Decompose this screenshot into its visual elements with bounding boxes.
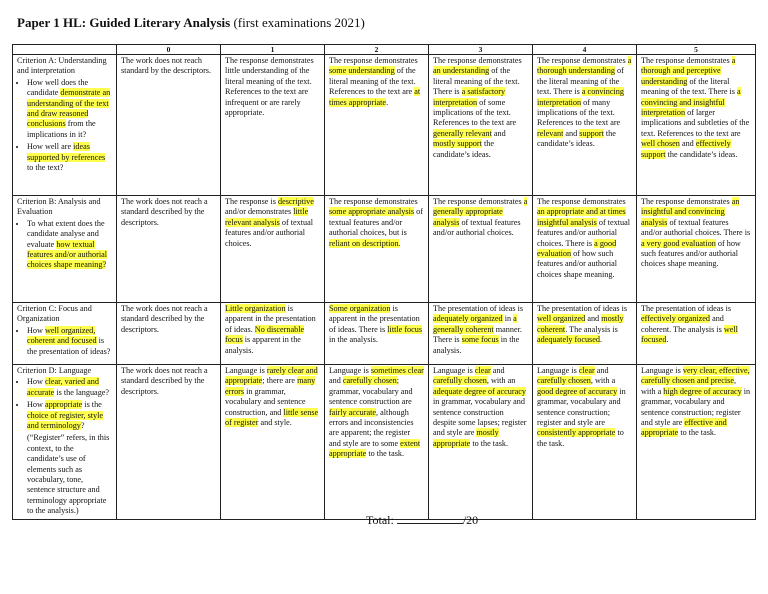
text-run: to the task. [537,428,624,448]
text-run: . [398,238,401,248]
text-run: of how such features and/or authorial choices shape meaning. [537,249,618,279]
text-run: in grammar, vocabulary and sentence construction; register and style are [641,386,751,428]
highlighted-text: adequate degree of accuracy [433,386,526,396]
descriptor-cell [637,196,756,303]
text-run: in the analysis. [329,335,378,345]
text-run: and [490,366,505,375]
highlighted-text: adequately organized [433,314,503,324]
text-run: to the task. [470,438,509,448]
highlighted-text: a thorough understanding [537,56,632,76]
highlighted-text: well chosen [641,139,680,149]
text-run: ? [80,421,85,431]
header-row [13,45,756,55]
highlighted-text: well focused [641,324,738,345]
highlighted-text: many errors [225,376,316,396]
highlighted-text: very clear, effective, carefully chosen and precise [641,366,750,386]
text-run: The response demonstrates [433,56,522,65]
criterion-questions [17,326,112,357]
highlighted-text: some appropriate analysis [329,207,415,217]
descriptor-cell [637,365,756,520]
rubric-table [12,44,756,520]
descriptor-cell [637,55,756,196]
highlighted-text: how textual features and/or authorial choices shape meaning? [27,239,108,270]
text-run: manner. There is [433,324,522,345]
text-run: Language is [433,366,475,375]
highlighted-text: clear [474,366,491,375]
text-run: and [491,128,506,138]
descriptor-cell [429,55,533,196]
highlighted-text: reliant on description [329,238,399,248]
highlighted-text: mostly coherent [537,314,624,334]
criterion-question [27,400,112,431]
text-run: The work does not reach a standard described by the descriptors. [121,366,208,396]
criterion-cell [13,303,117,365]
text-run: The response demonstrates [641,197,732,206]
highlighted-text: an appropriate and at times insightful analysis [537,207,626,227]
highlighted-text: choice of register, style and terminology [27,410,104,431]
text-run: and [679,139,696,149]
descriptor-cell [325,365,429,520]
highlighted-text: a satisfactory interpretation [433,87,506,107]
text-run: of the literal meaning of the text. There is [537,66,624,97]
descriptor-cell [325,55,429,196]
text-run: ; there are [262,376,298,386]
highlighted-text: effectively support [641,139,731,159]
descriptor-cell [221,303,325,365]
text-run: Language is [641,366,683,375]
text-run: the candidate’s ideas. [433,139,494,159]
text-run: How [27,325,45,335]
text-run: The response demonstrates [641,56,732,65]
text-run: to the task. [366,449,405,459]
criterion-row [13,55,756,196]
criterion-question [27,377,112,398]
text-run: of the literal meaning of the text. There is [433,66,520,97]
text-run: The response demonstrates [537,197,626,206]
highlighted-text: well organized, coherent and focused [27,325,97,346]
highlighted-text: generally relevant [433,128,492,138]
text-run: is apparent in the presentation of ideas. [225,304,316,334]
text-run: of textual features and/or authorial choices. There is [537,217,631,248]
text-run: . [666,335,669,345]
text-run: the candidate’s ideas. [537,128,616,149]
criterion-row [13,196,756,303]
text-run: How [27,377,45,387]
highlighted-text: support [579,128,604,138]
highlighted-text: some understanding [329,66,395,76]
text-run: of many implications of the text. References to the text are [537,97,621,128]
criterion-questions [17,78,112,174]
highlighted-text: ideas supported by references [27,142,106,162]
text-run: , although errors and inconsistencies are apparent; the register and style are to some [329,407,414,448]
text-run: and [563,128,580,138]
text-run: Language is [329,366,371,375]
descriptor-cell [533,365,637,520]
text-run: . The analysis is [565,324,618,334]
text-run: , with a [641,376,737,396]
highlighted-text: little focus [387,324,423,334]
highlighted-text: carefully chosen [342,376,397,386]
header-cell [13,45,117,55]
text-run: is the language? [54,387,110,397]
highlighted-text: demonstrate an understanding of the text and draw reasoned conclusions [27,88,111,129]
criterion-question [27,142,112,173]
criterion-cell [13,196,117,303]
text-run: of textual features and/or authorial choices. [433,217,521,238]
highlighted-text: effectively organized [641,314,711,324]
criterion-title: Criterion C: Focus and Organization [17,304,92,324]
descriptor-cell [117,55,221,196]
header-cell: 3 [429,45,533,55]
highlighted-text: adequately focused [537,335,600,345]
criterion-questions [17,219,112,271]
descriptor-cell [637,303,756,365]
text-run: The work does not reach a standard described by the descriptors. [121,304,208,334]
highlighted-text: fairly accurate [329,407,377,417]
descriptor-cell [429,196,533,303]
text-run: The work does not reach standard by the descriptors. [121,56,212,76]
criterion-title: Criterion B: Analysis and Evaluation [17,197,101,217]
highlighted-text: a convincing interpretation [537,87,624,107]
descriptor-cell [117,365,221,520]
text-run: of textual features and/or authorial choices. [225,217,313,248]
text-run: to the task. [678,428,717,438]
descriptor-cell [325,196,429,303]
text-run: in grammar, vocabulary and sentence construction; register and style are [537,386,626,428]
text-run: The presentation of ideas is [641,304,732,313]
descriptor-cell [429,303,533,365]
descriptor-cell [325,303,429,365]
descriptor-cell [117,303,221,365]
criterion-title: Criterion A: Understanding and interpretation [17,56,107,76]
highlighted-text: a thorough and perceptive understanding [641,56,736,86]
highlighted-text: little relevant analysis [225,207,309,227]
highlighted-text: extent appropriate [329,438,421,459]
text-run: is the [82,400,102,410]
highlighted-text: carefully chosen [537,376,591,386]
text-run: How well does the candidate [27,77,89,98]
total-line [366,512,478,528]
highlighted-text: a very good evaluation [641,238,716,248]
text-run: The response demonstrates [433,197,524,206]
text-run: To what extent does the candidate analyse and evaluate [27,218,105,249]
highlighted-text: at times appropriate [329,87,421,107]
title-bold: Paper 1 HL: Guided Literary Analysis [17,15,231,30]
text-run: of textual features and/or authorial choices. There is [641,217,751,238]
total-blank [397,512,463,524]
criterion-row [13,303,756,365]
highlighted-text: a good evaluation [537,238,617,259]
text-run: in the analysis. [433,335,520,355]
text-run: in grammar, vocabulary and sentence construction, and [225,386,306,417]
text-run: The response demonstrates [329,56,418,65]
text-run: and [585,314,602,324]
descriptor-cell [221,55,325,196]
criterion-question [27,219,112,271]
text-run: is the presentation of ideas? [27,336,111,356]
highlighted-text: some focus [461,335,499,345]
text-run: is apparent in the analysis. [225,335,301,355]
highlighted-text: carefully chosen [433,376,487,386]
text-run: The response demonstrates [329,197,418,206]
header-cell: 1 [221,45,325,55]
criterion-cell [13,55,117,196]
highlighted-text: Some organization [329,304,391,313]
text-run: The response is [225,197,278,206]
descriptor-cell [221,196,325,303]
descriptor-cell [429,365,533,520]
highlighted-text: good degree of accuracy [537,386,618,396]
highlighted-text: a generally coherent [433,314,517,334]
highlighted-text: an understanding [433,66,490,76]
text-run: and [329,376,343,386]
text-run: . [599,335,603,345]
header-cell: 2 [325,45,429,55]
criterion-row [13,365,756,520]
total-suffix: /20 [462,513,479,527]
text-run: The response demonstrates [537,56,628,65]
highlighted-text: clear [578,366,595,375]
highlighted-text: consistently appropriate [537,428,616,438]
text-run: The presentation of ideas is [433,304,524,313]
highlighted-text: relevant [537,128,564,138]
text-run: of how such features and/or authorial choices shape meaning. [641,238,741,269]
text-run: and style. [258,418,292,428]
criterion-cell [13,365,117,520]
title-rest: (first examinations 2021) [230,15,365,30]
descriptor-cell [533,55,637,196]
text-run: The work does not reach a standard described by the descriptors. [121,197,208,227]
criterion-question [27,78,112,140]
descriptor-cell [533,196,637,303]
descriptor-cell [221,365,325,520]
highlighted-text: a convincing and insightful interpretation [641,87,741,118]
text-run: of some implications of the text. References to the text are [433,97,517,128]
highlighted-text: descriptive [277,197,314,206]
descriptor-cell [117,196,221,303]
text-run: of the literal meaning of the text. References to the text are [329,66,416,97]
criterion-title: Criterion D: Language [17,366,92,375]
highlighted-text: appropriate [44,400,83,410]
text-run: from the implications in it? [27,119,96,139]
text-run: , with a [590,376,616,386]
highlighted-text: No discernable focus [225,324,305,345]
highlighted-text: a generally appropriate analysis [433,197,528,227]
text-run: the candidate’s ideas. [665,149,738,159]
text-run: in [502,314,514,324]
highlighted-text: little sense of register [225,407,319,428]
text-run: and/or demonstrates [225,207,294,217]
text-run: and coherent. The analysis is [641,314,724,334]
header-cell: 5 [637,45,756,55]
text-run: ; grammar, vocabulary and sentence construction are [329,376,413,407]
highlighted-text: mostly support [433,139,482,149]
total-label: Total: [366,513,394,527]
text-run: Language is [225,366,267,375]
criterion-questions [17,377,112,516]
criterion-note: (“Register” refers, in this context, to the candidate’s use of elements such as vocabulary, tone, sentence structure and terminology appropriate to the analysis.) [27,433,110,516]
text-run: is apparent in the presentation of ideas. There is [329,304,420,334]
highlighted-text: effective and appropriate [641,418,727,438]
descriptor-cell [533,303,637,365]
text-run: of the literal meaning of the text. There is [641,76,738,97]
highlighted-text: rarely clear and appropriate [225,366,318,386]
text-run: How well are [27,142,74,152]
text-run: The response demonstrates little understanding of the literal meaning of the text. References to the text are infrequent or are rarely appropriate. [225,56,314,118]
text-run: in grammar, vocabulary and sentence construction despite some lapses; register and style are [433,397,527,438]
highlighted-text: mostly appropriate [433,428,499,448]
text-run: How [27,400,45,410]
text-run: The presentation of ideas is [537,304,628,313]
highlighted-text: clear, varied and accurate [27,377,99,397]
highlighted-text: Little organization [225,304,286,313]
text-run: of larger implications and subtleties of the text. References to the text are [641,108,750,138]
text-run: of textual features and/or authorial choices, but is [329,207,423,238]
text-run: , with an [486,376,516,386]
highlighted-text: well organized [537,314,586,324]
highlighted-text: sometimes clear [370,366,424,375]
text-run: Language is [537,366,579,375]
criterion-question [27,326,112,357]
highlighted-text: an insightful and convincing analysis [641,197,740,227]
header-cell: 0 [117,45,221,55]
header-cell: 4 [533,45,637,55]
text-run: . [386,97,389,107]
document-title [17,15,365,31]
text-run: and [594,366,609,375]
text-run: to the text? [27,163,64,173]
highlighted-text: high degree of accuracy [663,386,742,396]
